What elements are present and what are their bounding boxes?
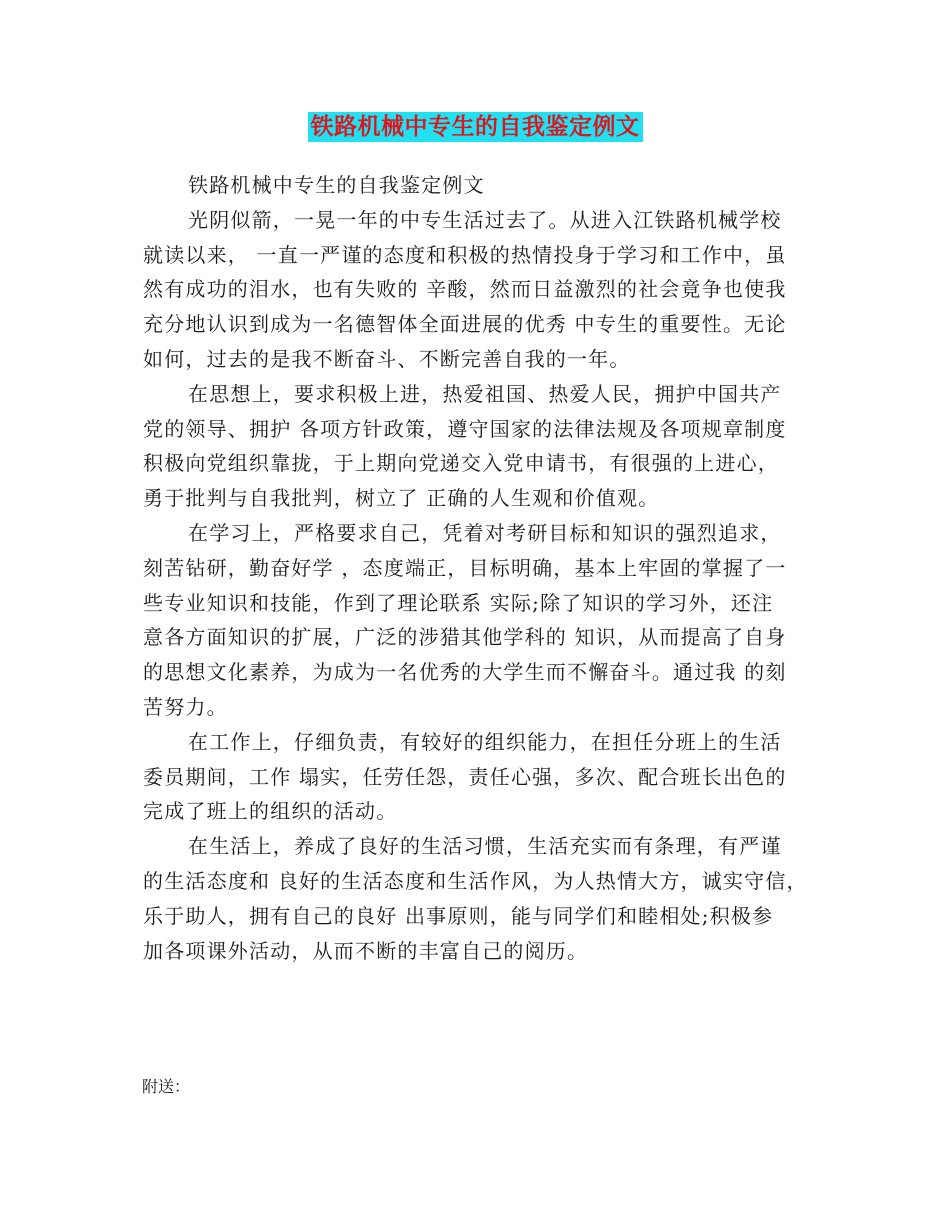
text-line: 就读以来， 一直一严谨的态度和积极的热情投身于学习和工作中，虽 bbox=[143, 242, 787, 267]
text-line: 在思想上，要求积极上进，热爱祖国、热爱人民，拥护中国共产 bbox=[188, 381, 782, 406]
text-line: 勇于批判与自我批判，树立了 正确的人生观和价值观。 bbox=[143, 486, 660, 511]
text-line: 在生活上，养成了良好的生活习惯，生活充实而有条理，有严谨 bbox=[188, 834, 782, 859]
text-line: 意各方面知识的扩展，广泛的涉猎其他学科的 知识，从而提高了自身 bbox=[143, 625, 787, 650]
text-line: 铁路机械中专生的自我鉴定例文 bbox=[188, 173, 485, 197]
text-line: 苦努力。 bbox=[143, 694, 228, 719]
text-line: 充分地认识到成为一名德智体全面进展的优秀 中专生的重要性。无论 bbox=[143, 312, 787, 337]
text-line: 些专业知识和技能，作到了理论联系 实际;除了知识的学习外，还注 bbox=[143, 590, 774, 615]
text-line: 的生活态度和 良好的生活态度和生活作风，为人热情大方，诚实守信， bbox=[143, 868, 808, 893]
text-line: 完成了班上的组织的活动。 bbox=[143, 799, 398, 824]
text-line: 在学习上，严格要求自己，凭着对考研目标和知识的强烈追求， bbox=[188, 520, 782, 545]
text-line: 如何，过去的是我不断奋斗、不断完善自我的一年。 bbox=[143, 346, 631, 371]
text-line: 刻苦钻研，勤奋好学 ，态度端正，目标明确，基本上牢固的掌握了一 bbox=[143, 555, 787, 580]
title-container bbox=[0, 112, 950, 142]
text-line: 党的领导、拥护 各项方针政策，遵守国家的法律法规及各项规章制度 bbox=[143, 416, 787, 441]
text-line: 的思想文化素养，为成为一名优秀的大学生而不懈奋斗。通过我 的刻 bbox=[143, 660, 787, 685]
text-line: 加各项课外活动，从而不断的丰富自己的阅历。 bbox=[143, 938, 589, 963]
text-line: 在工作上，仔细负责，有较好的组织能力，在担任分班上的生活 bbox=[188, 729, 782, 754]
appendix-label: 附送： bbox=[142, 1077, 191, 1096]
document-body bbox=[143, 168, 815, 968]
text-line: 光阴似箭，一晃一年的中专生活过去了。从进入江铁路机械学校 bbox=[188, 207, 782, 232]
text-line: 乐于助人，拥有自己的良好 出事原则，能与同学们和睦相处;积极参 bbox=[143, 903, 774, 928]
text-line: 委员期间，工作 塌实，任劳任怨，责任心强，多次、配合班长出色的 bbox=[143, 764, 787, 789]
text-line: 然有成功的泪水，也有失败的 辛酸，然而日益激烈的社会竟争也使我 bbox=[143, 277, 787, 302]
document-title: 铁路机械中专生的自我鉴定例文 bbox=[308, 112, 643, 142]
text-line: 积极向党组织靠拢，于上期向党递交入党申请书，有很强的上进心， bbox=[143, 451, 779, 476]
